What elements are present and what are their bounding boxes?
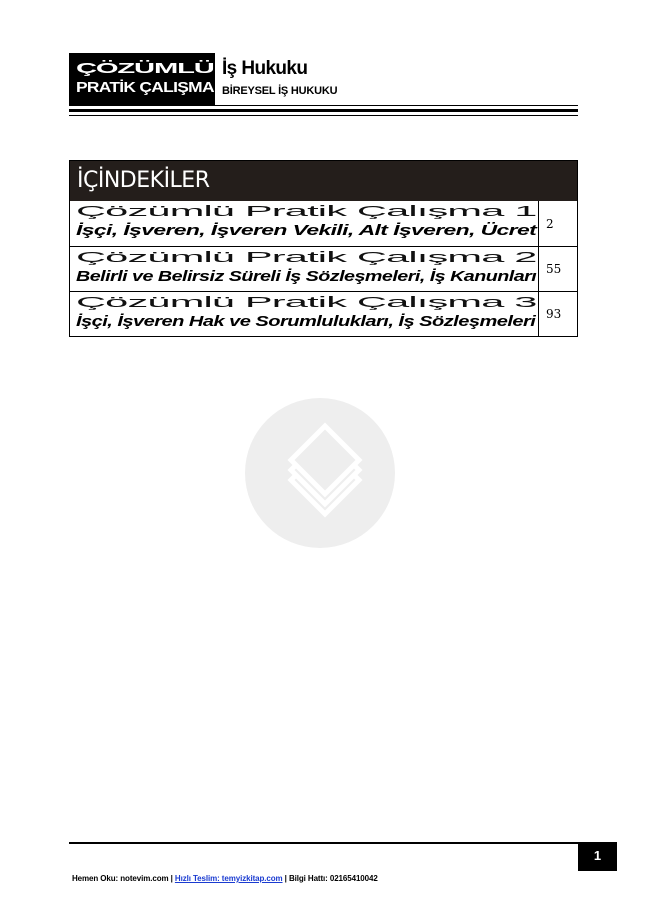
delivery-link[interactable]: Hızlı Teslim: temyizkitap.com [174,874,283,883]
toc-entry-title: Çözümlü Pratik Çalışma 1 [76,203,537,220]
footer-separator: | [168,874,175,883]
toc-entry-title: Çözümlü Pratik Çalışma 2 [76,249,537,266]
footer-separator: | [282,874,289,883]
book-heading [222,58,337,98]
table-of-contents [69,160,578,337]
toc-entry-topics: İşçi, İşveren Hak ve Sorumlulukları, İş Sözleşmeleri [76,313,536,330]
toc-entry[interactable] [70,201,577,246]
toc-entry-title: Çözümlü Pratik Çalışma 3 [76,294,537,311]
toc-entry[interactable] [70,291,577,336]
toc-entry-text [70,292,539,336]
toc-entry-page: 55 [546,262,562,276]
toc-entry-topics: Belirli ve Belirsiz Süreli İş Sözleşmeleri, İş Kanunları [76,268,537,285]
stacked-pages-icon [245,398,395,548]
header-rule-thin [69,105,578,106]
series-label-line2: PRATİK ÇALIŞMA [76,79,214,96]
header-rule-bottom [69,115,578,116]
book-subtitle: BİREYSEL İŞ HUKUKU [222,85,338,97]
header-rule-thick [69,109,578,112]
toc-entry-page: 93 [546,307,562,321]
page-number: 1 [578,842,617,871]
hotline-text: Bilgi Hattı: 02165410042 [288,874,378,883]
toc-entry-text [70,247,539,291]
toc-heading: İÇİNDEKİLER [70,161,577,201]
toc-entry-page: 2 [546,216,554,231]
toc-entry-text [70,201,539,246]
read-online-text: Hemen Oku: notevim.com [72,874,169,883]
book-title: İş Hukuku [222,58,308,79]
series-label-block [69,53,215,105]
toc-entry[interactable] [70,246,577,291]
series-label-line1: ÇÖZÜMLÜ [76,60,214,77]
footer-info [72,874,378,883]
footer-rule [69,842,578,844]
toc-entry-topics: İşçi, İşveren, İşveren Vekili, Alt İşveren, Ücret [76,222,537,239]
